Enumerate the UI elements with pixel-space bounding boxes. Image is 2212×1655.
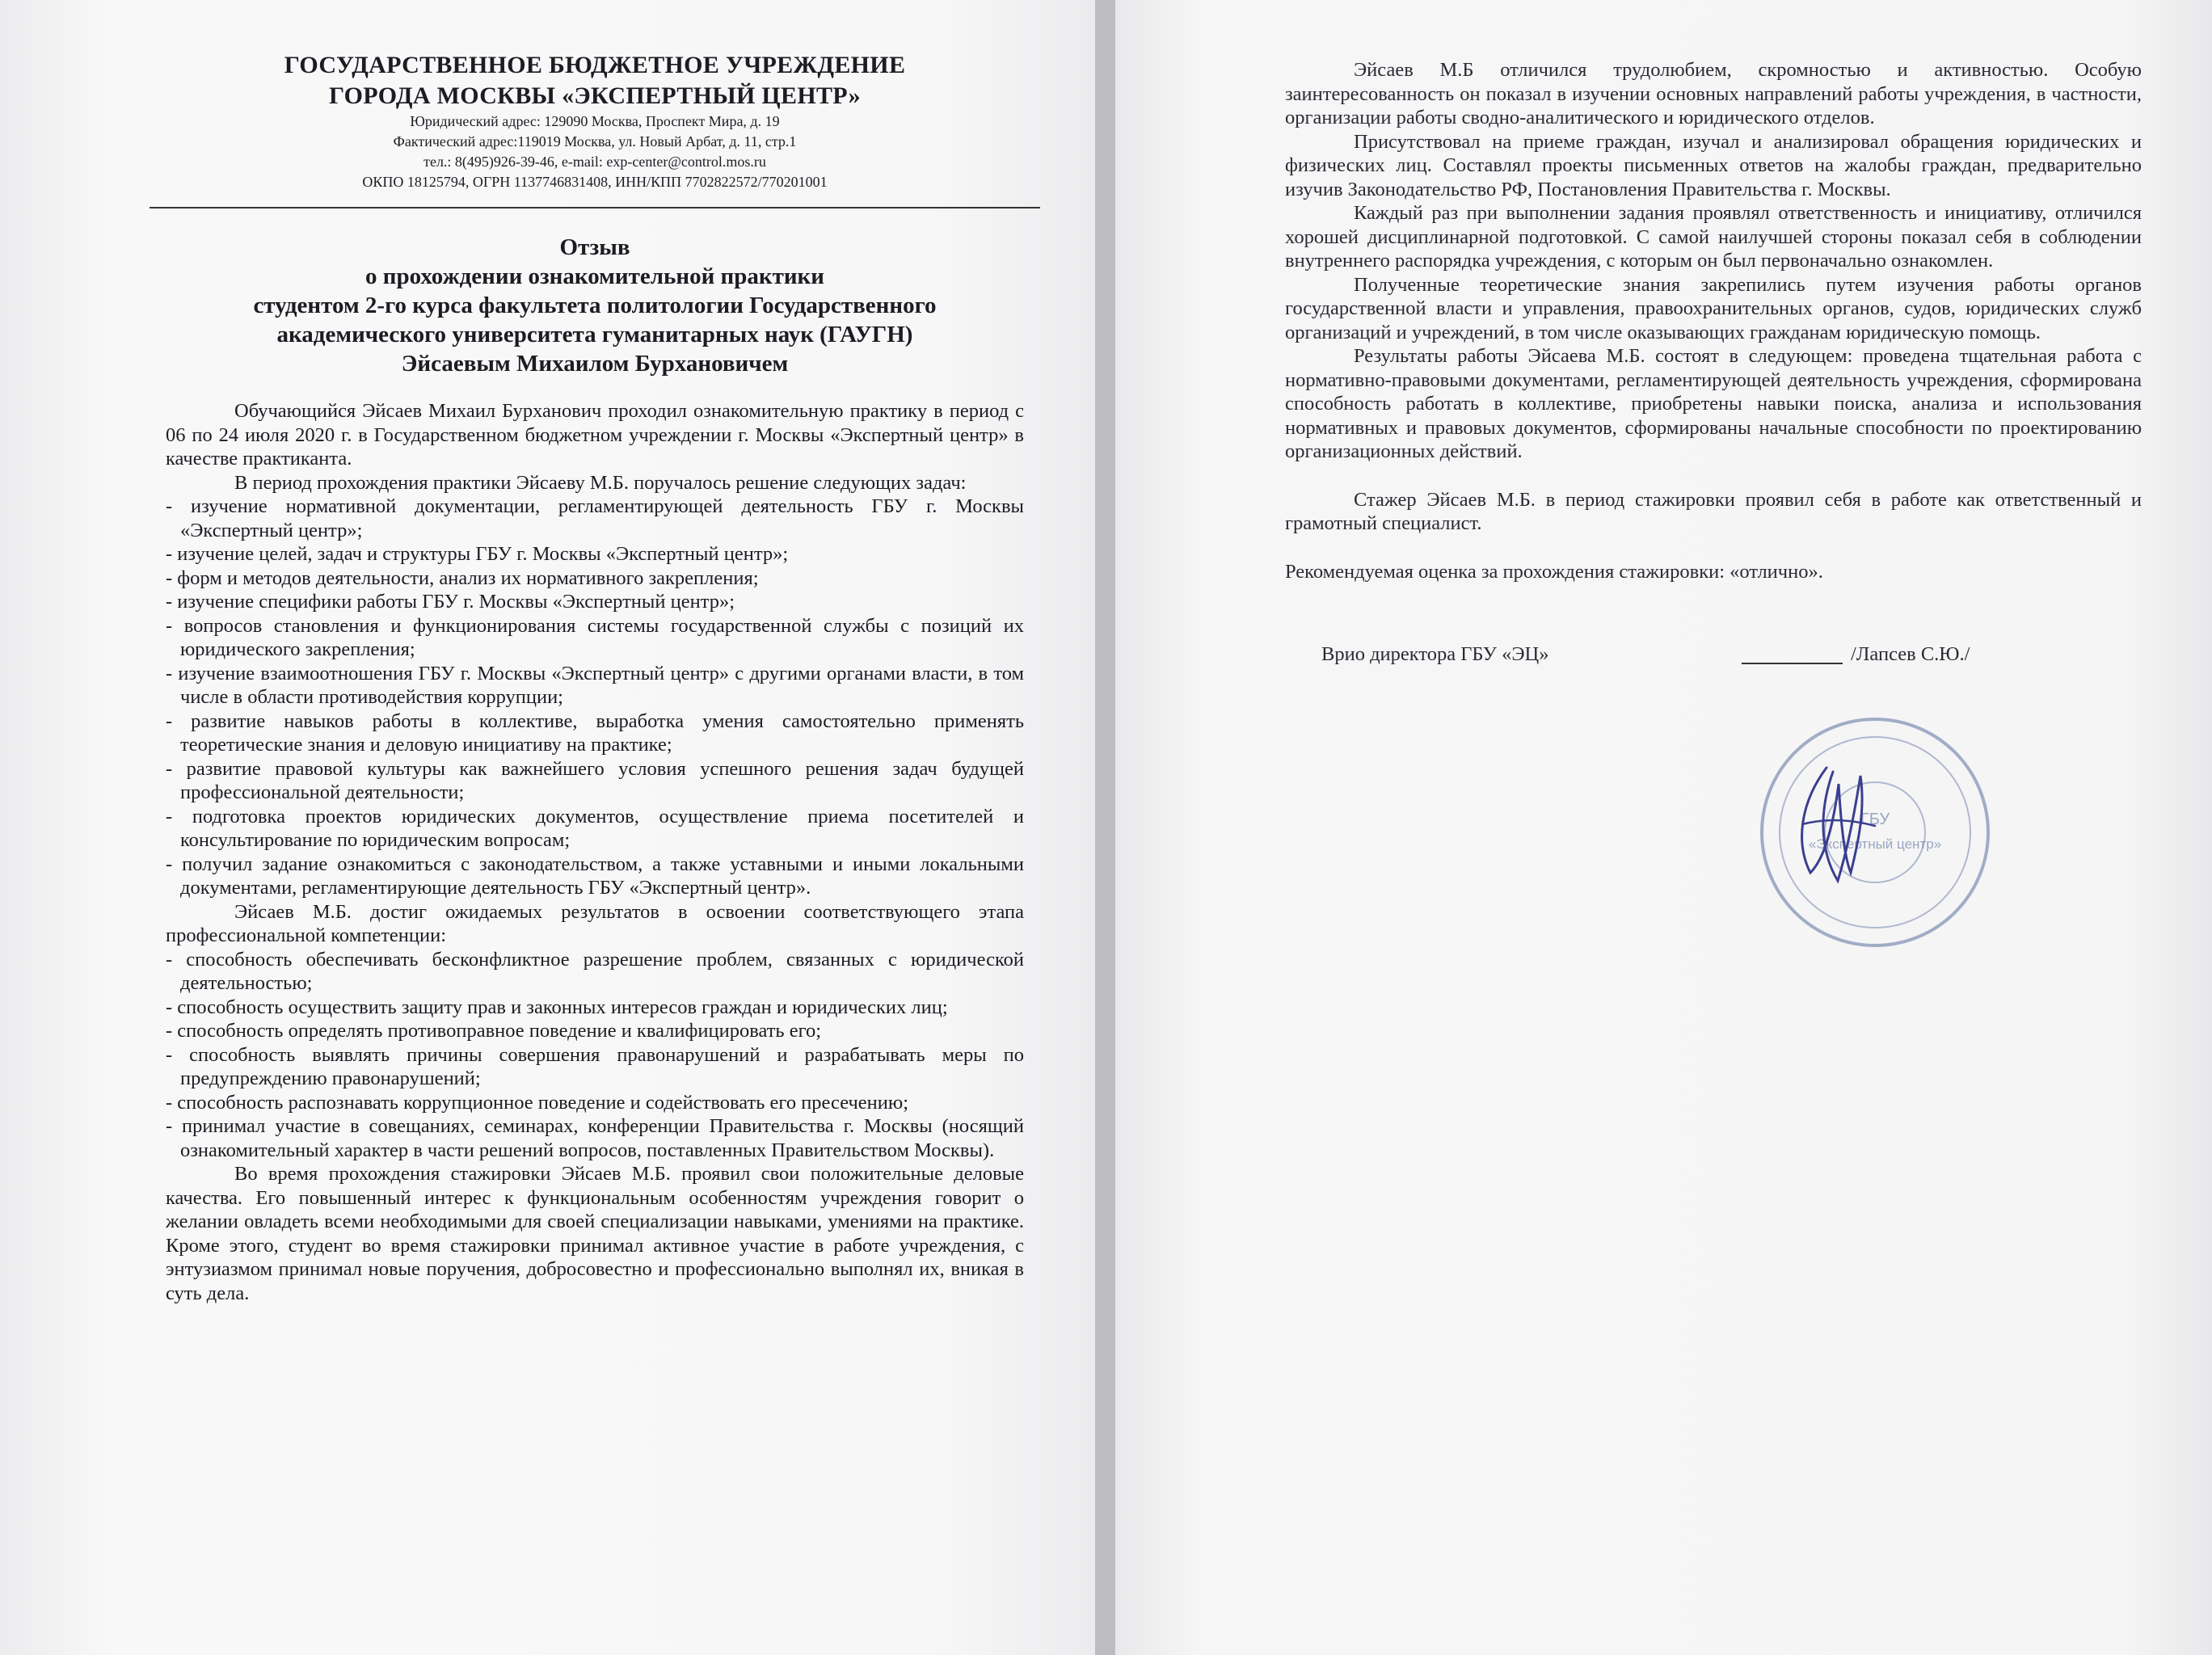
title-line: Эйсаевым Михаилом Бурхановичем <box>401 351 789 377</box>
recommendation: Рекомендуемая оценка за прохождения стажировки: «отлично». <box>1285 560 1823 583</box>
header-divider <box>150 207 1040 208</box>
qualities-paragraph: Во время прохождения стажировки Эйсаев М.Б. проявил свои положительные деловые качества. Его повышенный интерес к функциональным особенностям учреждения говорит о желании овладеть всеми необходимыми для своей специализации навыками, умениями на практике. Кроме этого, студент во время стажировки принимал активное участие в работе учреждения, с энтузиазмом принимал новые поручения, добросовестно и профессионально выполнял их, вникая в суть дела. <box>166 1163 1024 1304</box>
result-item: - способность распознавать коррупционное поведение и содействовать его пресечению; <box>166 1091 909 1114</box>
letterhead <box>166 50 1024 192</box>
title-line: Отзыв <box>559 234 630 260</box>
title-line: академического университета гуманитарных наук (ГАУГН) <box>276 322 913 347</box>
registration-codes: ОКПО 18125794, ОГРН 1137746831408, ИНН/КПП 7702822572/770201001 <box>362 174 828 190</box>
task-item: - получил задание ознакомиться с законодательством, а также уставными и иными локальными документами, регламентирующие деятельность ГБУ «Экспертный центр». <box>166 853 1024 899</box>
task-item: - изучение специфики работы ГБУ г. Москвы «Экспертный центр»; <box>166 591 735 613</box>
paragraph: Каждый раз при выполнении задания проявлял ответственность и инициативу, отличился хорошей дисциплинарной подготовкой. С самой наилучшей стороны показал себя в соблюдении внутреннего распорядка учреждения, с которым он был первоначально ознакомлен. <box>1285 202 2142 272</box>
stamp-center-text: ГБУ <box>1860 811 1890 828</box>
signature-line <box>1742 663 1843 664</box>
result-item: - способность обеспечивать бесконфликтное разрешение проблем, связанных с юридической деятельностью; <box>166 948 1024 994</box>
paragraph: Полученные теоретические знания закрепились путем изучения работы органов государственной власти и управления, правоохранительных органов, судов, юридических служб организаций и учреждений, в том числе оказывающих гражданам юридическую помощь. <box>1285 273 2142 343</box>
task-item: - развитие навыков работы в коллективе, выработка умения самостоятельно применять теоретические знания и деловую инициативу на практике; <box>166 710 1024 756</box>
handwritten-signature <box>1770 752 1891 889</box>
result-item: - способность выявлять причины совершения правонарушений и разрабатывать меры по предупреждению правонарушений; <box>166 1043 1024 1089</box>
task-item: - изучение целей, задач и структуры ГБУ г. Москвы «Экспертный центр»; <box>166 543 789 565</box>
title-line: студентом 2-го курса факультета политологии Государственного <box>253 293 937 318</box>
org-name-line-1: ГОСУДАРСТВЕННОЕ БЮДЖЕТНОЕ УЧРЕЖДЕНИЕ <box>284 52 906 78</box>
paragraph: Эйсаев М.Б отличился трудолюбием, скромностью и активностью. Особую заинтересованность он показал в изучении основных направлений работы учреждения, в частности, организации работы сводно-аналитического и юридического отделов. <box>1285 59 2142 128</box>
legal-address: Юридический адрес: 129090 Москва, Проспект Мира, д. 19 <box>410 113 780 129</box>
result-item: - способность определять противоправное поведение и квалифицировать его; <box>166 1020 822 1042</box>
task-item: - изучение нормативной документации, регламентирующей деятельность ГБУ г. Москвы «Экспертный центр»; <box>166 495 1024 541</box>
document-page-right <box>1115 0 2212 1655</box>
task-item: - изучение взаимоотношения ГБУ г. Москвы «Экспертный центр» с другими органами власти, в том числе в области противодействия коррупции; <box>166 662 1024 708</box>
result-item: - способность осуществить защиту прав и законных интересов граждан и юридических лиц; <box>166 996 948 1018</box>
task-item: - форм и методов деятельности, анализ их нормативного закрепления; <box>166 566 759 589</box>
intro-paragraph: Обучающийся Эйсаев Михаил Бурханович проходил ознакомительную практику в период с 06 по 24 июля 2020 г. в Государственном бюджетном учреждении г. Москвы «Экспертный центр» в качестве практиканта. <box>166 400 1024 470</box>
signature-block <box>1285 643 2142 700</box>
document-page-left <box>0 0 1095 1655</box>
result-item: - принимал участие в совещаниях, семинарах, конференции Правительства г. Москвы (носящий ознакомительный характер в части решений вопросов, поставленных Правительством Москвы). <box>166 1115 1024 1161</box>
signatory-name: /Лапсев С.Ю./ <box>1851 643 1970 665</box>
task-item: - развитие правовой культуры как важнейшего условия успешного решения задач будущей профессиональной деятельности; <box>166 757 1024 803</box>
document-body-left <box>166 399 1024 1305</box>
org-name-line-2: ГОРОДА МОСКВЫ «ЭКСПЕРТНЫЙ ЦЕНТР» <box>329 82 861 109</box>
conclusion-paragraph: Стажер Эйсаев М.Б. в период стажировки проявил себя в работе как ответственный и грамотный специалист. <box>1285 488 2142 534</box>
title-line: о прохождении ознакомительной практики <box>365 263 824 289</box>
document-body-right <box>1285 58 2142 583</box>
paragraph: Результаты работы Эйсаева М.Б. состоят в следующем: проведена тщательная работа с нормативно-правовыми документами, регламентирующей деятельность учреждения, сформирована способность работать в коллективе, приобретены навыки поиска, анализа и использования нормативных и правовых документов, сформированы начальные способности по проектированию организационных действий. <box>1285 345 2142 462</box>
page-gap <box>1095 0 1115 1655</box>
document-title <box>166 233 1024 378</box>
tasks-intro: В период прохождения практики Эйсаеву М.Б. поручалось решение следующих задач: <box>234 471 967 494</box>
signatory-role: Врио директора ГБУ «ЭЦ» <box>1321 643 1549 665</box>
results-intro: Эйсаев М.Б. достиг ожидаемых результатов в освоении соответствующего этапа профессиональной компетенции: <box>166 900 1024 946</box>
paragraph: Присутствовал на приеме граждан, изучал и анализировал обращения юридических и физических лиц. Составлял проекты письменных ответов на жалобы граждан, предварительно изучив Законодательство РФ, Постановления Правительства г. Москвы. <box>1285 130 2142 200</box>
task-item: - подготовка проектов юридических документов, осуществление приема посетителей и консультирование по юридическим вопросам; <box>166 805 1024 851</box>
actual-address: Фактический адрес:119019 Москва, ул. Новый Арбат, д. 11, стр.1 <box>393 133 797 149</box>
contacts: тел.: 8(495)926-39-46, e-mail: exp-center@control.mos.ru <box>423 154 766 170</box>
task-item: - вопросов становления и функционирования системы государственной службы с позиций их юридического закрепления; <box>166 614 1024 660</box>
stamp-ring-text: «Экспертный центр» <box>1808 836 1942 852</box>
